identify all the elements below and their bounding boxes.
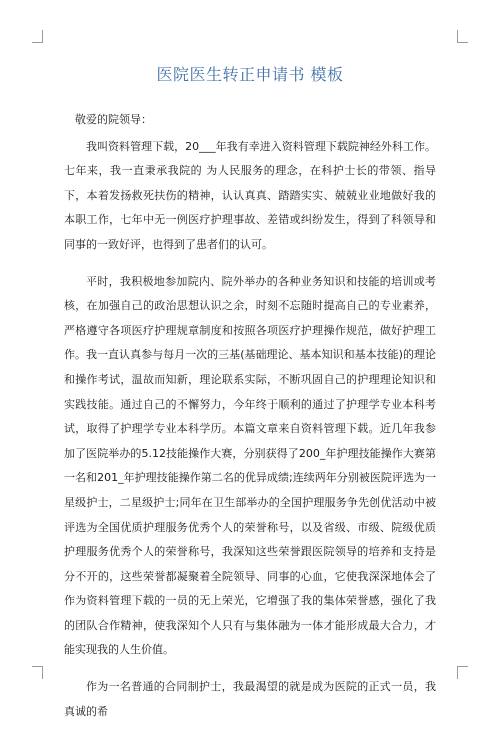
salutation: 敬爱的院领导： xyxy=(75,113,152,126)
document-body xyxy=(64,108,436,736)
crop-mark-top-left xyxy=(32,30,43,43)
paragraph-2: 平时，我积极地参加院内、院外举办的各种业务知识和技能的培训或考核，在加强自己的政治思想认识之余，时刻不忘随时提高自己的专业素养，严格遵守各项医疗护理规章制度和按照各项医疗护理操作规范，做好护理工作。我一直认真参与每月一次的三基(基础理论、基本知识和基本技能)的理论和操作考试，温故而知新，理论联系实际，不断巩固自己的护理理论知识和实践技能。通过自己的不懈努力，今年终于顺利的通过了护理学专业本科考试，取得了护理学专业本科学历。本篇文章来自资料管理下载。近几年我参加了医院举办的5.12技能操作大赛，分别获得了200_年护理技能操作大赛第一名和201_年护理技能操作第二名的优异成绩;连续两年分别被医院评选为一星级护士，二星级护士;同年在卫生部举办的全国护理服务争先创优活动中被评选为全国优质护理服务优秀个人的荣誉称号，以及省级、市级、院级优质护理服务优秀个人的荣誉称号，我深知这些荣誉跟医院领导的培养和支持是分不开的，这些荣誉都凝聚着全院领导、同事的心血，它使我深深地体会了作为资料管理下载的一员的无上荣光，它增强了我的集体荣誉感，强化了我的团队合作精神，使我深知个人只有与集体融为一体才能形成最大合力，才能实现我的人生价值。 xyxy=(64,274,436,657)
crop-mark-top-right xyxy=(457,30,468,43)
paragraph-3: 作为一名普通的合同制护士，我最渴望的就是成为医院的正式一员，我真诚的希 xyxy=(64,680,436,718)
crop-mark-bottom-left xyxy=(32,666,43,679)
paragraph-1: 我叫资料管理下载，20___年我有幸进入资料管理下载院神经外科工作。七年来，我一直秉承我院的 为人民服务的理念，在科护士长的带领、指导下，本着发扬救死扶伤的精神，认认真真、踏踏实实、兢兢业业地做好我的本职工作，七年中无一例医疗护理事故、差错或纠纷发生，得到了科领导和同事的一致好评，也得到了患者们的认可。 xyxy=(64,139,436,251)
crop-mark-bottom-right xyxy=(457,666,468,679)
document-title: 医院医生转正申请书 模板 xyxy=(156,65,344,84)
